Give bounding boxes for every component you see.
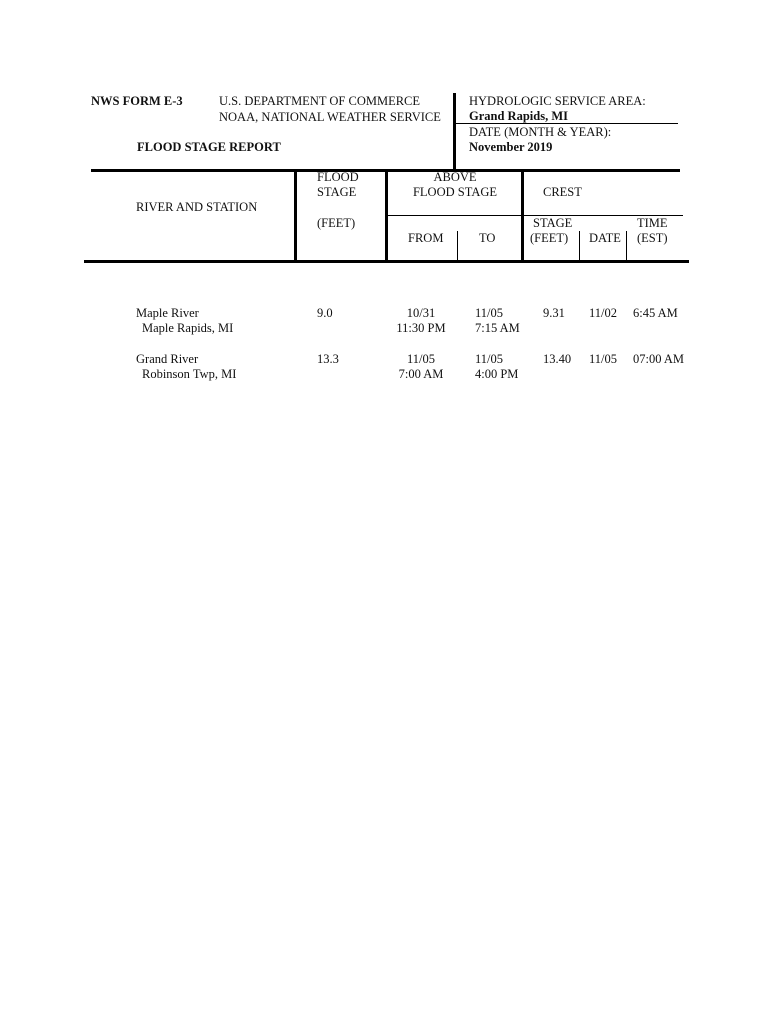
date-time-divider [626,231,627,261]
header-above-1: ABOVE [433,170,477,184]
crest-stage-value: 9.31 [543,306,565,320]
station-name: Robinson Twp, MI [142,367,237,381]
crest-stage-value: 13.40 [543,352,572,366]
station-name: Maple Rapids, MI [142,321,234,335]
header-crest-time-1: TIME [637,216,668,230]
flood-stage-value: 9.0 [317,306,333,320]
to-date: 11/05 [475,352,504,366]
header-divider-vertical [453,93,456,171]
header-crest-stage-1: STAGE [533,216,573,230]
to-date: 11/05 [475,306,504,320]
from-date: 10/31 [406,306,436,320]
crest-date-value: 11/05 [589,352,618,366]
service-area-underline [455,123,678,124]
header-crest-time-2: (EST) [637,231,668,245]
form-id: NWS FORM E-3 [91,94,183,108]
col-divider-1 [294,170,297,262]
crest-time-value: 6:45 AM [633,306,678,320]
header-flood-stage-1: FLOOD [317,170,359,184]
crest-date-value: 11/02 [589,306,618,320]
header-crest: CREST [543,185,582,199]
from-time: 7:00 AM [398,367,444,381]
crest-time-value: 07:00 AM [633,352,685,366]
header-flood-stage-units: (FEET) [317,216,356,230]
service-area-value: Grand Rapids, MI [469,109,568,123]
header-above-2: FLOOD STAGE [412,185,498,199]
header-from: FROM [408,231,444,245]
from-time: 11:30 PM [396,321,446,335]
header-crest-stage-2: (FEET) [530,231,569,245]
service-area-label: HYDROLOGIC SERVICE AREA: [469,94,646,108]
header-to: TO [479,231,496,245]
river-name: Maple River [136,306,199,320]
from-to-divider [457,231,458,261]
from-date: 11/05 [406,352,435,366]
flood-stage-value: 13.3 [317,352,339,366]
header-crest-date: DATE [589,231,621,245]
department-line2: NOAA, NATIONAL WEATHER SERVICE [219,110,441,124]
header-river-station: RIVER AND STATION [136,200,258,214]
river-name: Grand River [136,352,199,366]
date-value: November 2019 [469,140,553,154]
department-line1: U.S. DEPARTMENT OF COMMERCE [219,94,421,108]
header-flood-stage-2: STAGE [317,185,357,199]
to-time: 4:00 PM [475,367,519,381]
stage-date-divider [579,231,580,261]
to-time: 7:15 AM [475,321,520,335]
date-label: DATE (MONTH & YEAR): [469,125,612,139]
report-title: FLOOD STAGE REPORT [137,140,281,154]
